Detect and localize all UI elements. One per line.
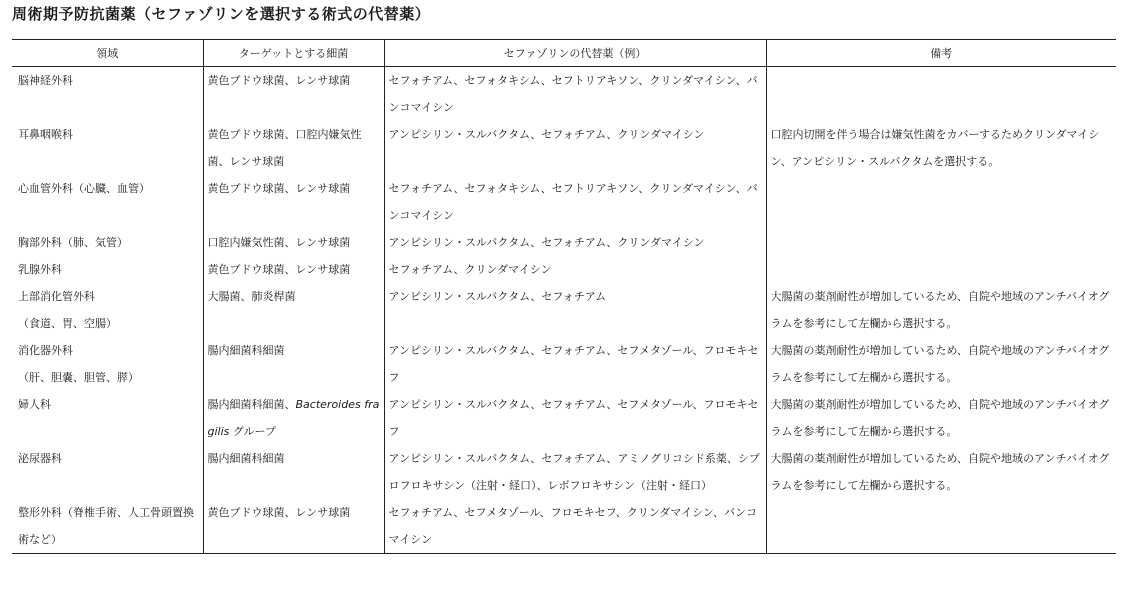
cell-alternative: アンピシリン・スルバクタム、セフォチアム bbox=[384, 283, 766, 337]
cell-target: 腸内細菌科細菌 bbox=[203, 337, 384, 391]
cell-target: 黄色ブドウ球菌、口腔内嫌気性菌、レンサ球菌 bbox=[203, 121, 384, 175]
cell-note bbox=[766, 67, 1116, 122]
cell-note bbox=[766, 229, 1116, 256]
cell-area: 上部消化管外科 （食道、胃、空腸） bbox=[12, 283, 203, 337]
cell-alternative: アンピシリン・スルバクタム、セフォチアム、セフメタゾール、フロモキセフ bbox=[384, 337, 766, 391]
table-row bbox=[12, 391, 1116, 445]
cell-area: 婦人科 bbox=[12, 391, 203, 445]
table-row bbox=[12, 256, 1116, 283]
page-title: 周術期予防抗菌薬（セファゾリンを選択する術式の代替薬） bbox=[12, 5, 431, 23]
cell-target: 黄色ブドウ球菌、レンサ球菌 bbox=[203, 175, 384, 229]
cell-area: 整形外科（脊椎手術、人工骨頭置換術など） bbox=[12, 499, 203, 554]
table-row bbox=[12, 283, 1116, 337]
table-row bbox=[12, 337, 1116, 391]
cell-target bbox=[203, 391, 384, 445]
header-target-bacteria: ターゲットとする細菌 bbox=[203, 40, 384, 67]
cell-target: 口腔内嫌気性菌、レンサ球菌 bbox=[203, 229, 384, 256]
cell-alternative: アンピシリン・スルバクタム、セフォチアム、セフメタゾール、フロモキセフ bbox=[384, 391, 766, 445]
table-header-row bbox=[12, 40, 1116, 67]
cell-area: 耳鼻咽喉科 bbox=[12, 121, 203, 175]
table-row bbox=[12, 175, 1116, 229]
alternative-antibiotics-table bbox=[12, 39, 1116, 554]
cell-area: 乳腺外科 bbox=[12, 256, 203, 283]
table-row bbox=[12, 445, 1116, 499]
cell-note bbox=[766, 175, 1116, 229]
cell-note: 大腸菌の薬剤耐性が増加しているため、自院や地域のアンチバイオグラムを参考にして左欄から選択する。 bbox=[770, 398, 1110, 438]
header-area: 領域 bbox=[12, 40, 203, 67]
table-row bbox=[12, 229, 1116, 256]
cell-area: 脳神経外科 bbox=[12, 67, 203, 122]
cell-note bbox=[766, 256, 1116, 283]
target-text: 腸内細菌科細菌、 bbox=[207, 398, 296, 411]
table-row bbox=[12, 121, 1116, 175]
cell-target: 黄色ブドウ球菌、レンサ球菌 bbox=[203, 256, 384, 283]
table-row bbox=[12, 499, 1116, 554]
cell-note: 大腸菌の薬剤耐性が増加しているため、自院や地域のアンチバイオグラムを参考にして左欄から選択する。 bbox=[770, 452, 1110, 492]
cell-alternative: アンピシリン・スルバクタム、セフォチアム、アミノグリコシド系薬、シプロフロキサシン（注射・経口）、レボフロキサシン（注射・経口） bbox=[384, 445, 766, 499]
cell-note: 口腔内切開を伴う場合は嫌気性菌をカバーするためクリンダマイシン、アンピシリン・スルバクタムを選択する。 bbox=[770, 128, 1100, 168]
cell-area: 心血管外科（心臓、血管） bbox=[12, 175, 203, 229]
target-text-suffix: グループ bbox=[229, 425, 277, 438]
cell-area: 消化器外科 （肝、胆嚢、胆管、膵） bbox=[12, 337, 203, 391]
cell-alternative: セフォチアム、セフォタキシム、セフトリアキソン、クリンダマイシン、バンコマイシン bbox=[384, 67, 766, 122]
cell-target: 腸内細菌科細菌 bbox=[203, 445, 384, 499]
header-notes: 備考 bbox=[766, 40, 1116, 67]
cell-area: 胸部外科（肺、気管） bbox=[12, 229, 203, 256]
cell-alternative: セフォチアム、セフメタゾール、フロモキセフ、クリンダマイシン、バンコマイシン bbox=[384, 499, 766, 554]
cell-note: 大腸菌の薬剤耐性が増加しているため、自院や地域のアンチバイオグラムを参考にして左欄から選択する。 bbox=[770, 344, 1110, 384]
cell-alternative: アンピシリン・スルバクタム、セフォチアム、クリンダマイシン bbox=[384, 229, 766, 256]
species-name: Bacteroides fragilis bbox=[207, 398, 380, 438]
cell-note bbox=[766, 499, 1116, 554]
table-row bbox=[12, 67, 1116, 122]
cell-target: 大腸菌、肺炎桿菌 bbox=[203, 283, 384, 337]
cell-alternative: セフォチアム、セフォタキシム、セフトリアキソン、クリンダマイシン、バンコマイシン bbox=[384, 175, 766, 229]
cell-target: 黄色ブドウ球菌、レンサ球菌 bbox=[203, 67, 384, 122]
cell-note: 大腸菌の薬剤耐性が増加しているため、自院や地域のアンチバイオグラムを参考にして左欄から選択する。 bbox=[770, 290, 1110, 330]
cell-area: 泌尿器科 bbox=[12, 445, 203, 499]
cell-alternative: アンピシリン・スルバクタム、セフォチアム、クリンダマイシン bbox=[384, 121, 766, 175]
header-alternative-drugs: セファゾリンの代替薬（例） bbox=[384, 40, 766, 67]
cell-alternative: セフォチアム、クリンダマイシン bbox=[384, 256, 766, 283]
cell-target: 黄色ブドウ球菌、レンサ球菌 bbox=[203, 499, 384, 554]
